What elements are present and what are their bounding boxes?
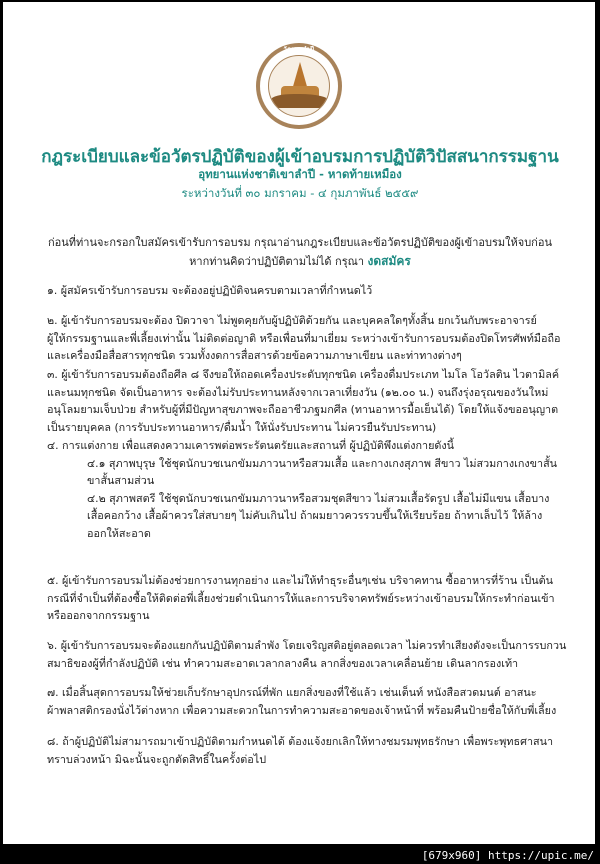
rule-item: ๗. เมื่อสิ้นสุดการอบรมให้ช่วยเก็บรักษาอุปกรณ์ที่พัก แยกสิ่งของที่ใช้แล้ว เช่นเต็นท์ หนังสือสวดมนต์ อาสนะ ผ้าพลาสติกรองนั่งไว้ต่างหาก เพื่อความสะดวกในการทำความสะอาดของเจ้าหน้าที่ พร้อมคืนป้ายชื่อให้กับพี่เลี้ยง: [47, 686, 557, 717]
rule-item: ๒. ผู้เข้ารับการอบรมจะต้อง ปิดวาจา ไม่พูดคุยกับผู้ปฏิบัติด้วยกัน และบุคคลใดๆทั้งสิ้น ยกเว้นกับพระอาจารย์ ผู้ให้กรรมฐานและพี่เลี้ยงเท่านั้น ไม่ติดต่อญาติ หรือเพื่อนที่มาเยี่ยม ระหว่างเข้ารับการอบรมต้องปิดโทรศัพท์มือถือ และเครื่องมือสื่อสารทุกชนิด รวมทั้งงดการสื่อสารด้วยข้อความภาษาเขียน และท่าทางต่างๆ: [47, 314, 561, 363]
sub-rule-line: ขาสั้นสามส่วน: [87, 474, 155, 488]
rule-item: ๘. ถ้าผู้ปฏิบัติไม่สามารถมาเข้าปฏิบัติตามกำหนดได้ ต้องแจ้งยกเลิกให้ทางชมรมพุทธรักษา เพื่อพระพุทธศาสนา ทราบล่วงหน้า มิฉะนั้นจะถูกตัดสิทธิ์ในครั้งต่อไป: [47, 735, 554, 766]
temple-seal-logo-icon: [256, 43, 342, 129]
rule-item: ๔. การแต่งกาย เพื่อแสดงความเคารพต่อพระรัตนตรัยและสถานที่ ผู้ปฏิบัติพึงแต่งกายดังนี้ ๔.๑ สุภาพบุรุษ ใช้ชุดนักบวชเนกขัมมภาวนาหรือสวมเสื้อ และกางเกงสุภาพ สีขาว ไม่สวมกางเกงขาสั้น ขาสั้นสามส่วน ๔.๒ สุภาพสตรี ใช้ชุดนักบวชเนกขัมมภาวนาหรือสวมชุดสีขาว ไม่สวมเสื้อรัดรูป เสื้อไม่มีแขน เสื้อบาง เสื้อคอกว้าง เสื้อผ้าควรใส่สบายๆ ไม่คับเกินไป ถ้าผมยาวควรรวบขึ้นให้เรียบร้อย ถ้าทาเล็บไว้ ให้ล้าง ออกให้สะอาด: [47, 437, 567, 543]
sub-rule-line: ออกให้สะอาด: [87, 526, 151, 540]
rule-item: ๕. ผู้เข้ารับการอบรมไม่ต้องช่วยการงานทุกอย่าง และไม่ให้ทำธุระอื่นๆเช่น บริจาคทาน ซื้ออาหารที่ร้าน เป็นต้น กรณีที่จำเป็นที่ต้องซื้อให้ติดต่อพี่เลี้ยงช่วยดำเนินการให้และการบริจาคทรัพย์ระหว่างเข้าอบรมให้กระทำก่อนเข้า หรือออกจากกรรมฐาน: [47, 574, 555, 623]
mountain-icon: [271, 94, 329, 108]
intro-paragraph: ก่อนที่ท่านจะกรอกใบสมัครเข้ารับการอบรม กรุณาอ่านกฎระเบียบและข้อวัตรปฏิบัติของผู้เข้าอบรมให้จบก่อน หากท่านคิดว่าปฏิบัติตามไม่ได้ กรุณา งดสมัคร: [48, 236, 552, 268]
rule-item: ๑. ผู้สมัครเข้ารับการอบรม จะต้องอยู่ปฏิบัติจนครบตามเวลาที่กำหนดไว้: [47, 284, 373, 297]
location-subtitle: อุทยานแห่งชาติเขาลำปี - หาดท้ายเหมือง: [198, 167, 402, 181]
no-apply-highlight: งดสมัคร: [367, 254, 411, 268]
rule-item: ๓. ผู้เข้ารับการอบรมต้องถือศีล ๘ จึงขอให้ถอดเครื่องประดับทุกชนิด เครื่องดื่มประเภท ไมโล โอวัลติน ไวตามิลค์ และนมทุกชนิด จัดเป็นอาหาร จะต้องไม่รับประทานหลังจากเวลาเที่ยงวัน (๑๒.๐๐ น.) จนถึงรุ่งอรุณของวันใหม่ อนุโลมยามเจ็บป่วย สำหรับผู้ที่มีปัญหาสุขภาพจะถืออาชีวภฐมกศีล (ทานอาหารมื้อเย็นได้) โดยให้แจ้งขออนุญาต เป็นรายบุคคล (การรับประทานอาหาร/ดื่มน้ำ ให้นั่งรับประทาน ไม่ควรยืนรับประทาน): [47, 368, 560, 434]
sub-rule-line: ๔.๑ สุภาพบุรุษ ใช้ชุดนักบวชเนกขัมมภาวนาหรือสวมเสื้อ และกางเกงสุภาพ สีขาว ไม่สวมกางเกงขาสั้น: [87, 456, 558, 470]
sub-rule-line: เสื้อคอกว้าง เสื้อผ้าควรใส่สบายๆ ไม่คับเกินไป ถ้าผมยาวควรรวบขึ้นให้เรียบร้อย ถ้าทาเล็บไว้ ให้ล้าง: [87, 509, 543, 523]
sub-rule-line: ๔.๒ สุภาพสตรี ใช้ชุดนักบวชเนกขัมมภาวนาหรือสวมชุดสีขาว ไม่สวมเสื้อรัดรูป เสื้อไม่มีแขน เสื้อบาง: [87, 491, 550, 505]
page-title: กฎระเบียบและข้อวัตรปฏิบัติของผู้เข้าอบรมการปฏิบัติวิปัสสนากรรมฐาน: [41, 147, 559, 167]
rule-item: ๖. ผู้เข้ารับการอบรมจะต้องแยกกันปฏิบัติตามลำพัง โดยเจริญสติอยู่ตลอดเวลา ไม่ควรทำเสียงดังจะเป็นการรบกวน สมาธิของผู้ที่กำลังปฏิบัติ เช่น ทำความสะอาดเวลากลางคืน ลากสิ่งของเวลาเคลื่อนย้าย เดินลากรองเท้า: [47, 639, 567, 670]
watermark: [679x960] https://upic.me/: [421, 849, 594, 862]
date-range: ระหว่างวันที่ ๓๐ มกราคม - ๔ กุมภาพันธ์ ๒๕๕๙: [181, 186, 419, 200]
